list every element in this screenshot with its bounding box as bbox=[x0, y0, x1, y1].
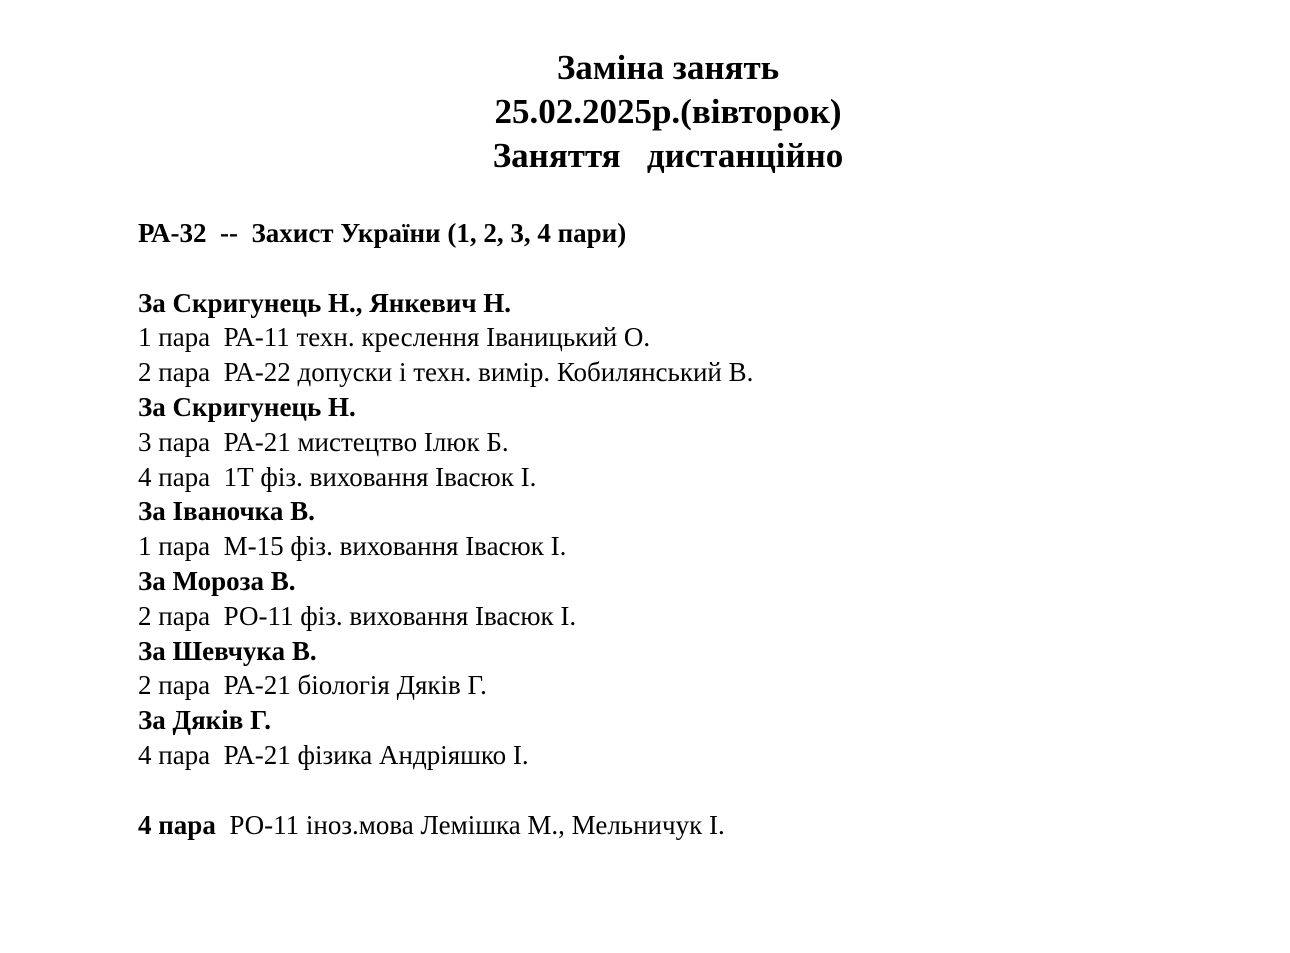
spacer bbox=[138, 773, 1238, 808]
substitution-heading: За Дяків Г. bbox=[138, 705, 271, 736]
final-note-prefix: 4 пара bbox=[138, 809, 216, 840]
substitution-line: 1 пара М-15 фіз. виховання Івасюк І. bbox=[138, 531, 567, 562]
substitution-heading: За Скригунець Н. bbox=[138, 391, 356, 422]
substitution-line: 2 пара РА-21 біологія Дяків Г. bbox=[138, 670, 487, 701]
title-line-1: Заміна занять bbox=[556, 48, 780, 87]
substitution-block bbox=[138, 634, 1238, 704]
substitution-heading: За Скригунець Н., Янкевич Н. bbox=[138, 287, 512, 318]
substitution-list bbox=[138, 216, 1238, 842]
final-note-text: РО-11 іноз.мова Лемішка М., Мельничук І. bbox=[215, 809, 725, 840]
substitution-line: 4 пара РА-21 фізика Андріяшко І. bbox=[138, 739, 529, 770]
substitution-line: 3 пара РА-21 мистецтво Ілюк Б. bbox=[138, 426, 509, 457]
substitution-line: 4 пара 1Т фіз. виховання Івасюк І. bbox=[138, 461, 537, 492]
substitution-block bbox=[138, 390, 1238, 494]
substitution-heading: За Мороза В. bbox=[138, 565, 296, 596]
substitution-line: 2 пара РА-22 допуски і техн. вимір. Кобилянський В. bbox=[138, 357, 754, 388]
spacer bbox=[138, 251, 1238, 286]
final-note bbox=[138, 808, 1238, 843]
title-line-mode: Заняття дистанційно bbox=[492, 136, 844, 175]
title-line-date: 25.02.2025р.(вівторок) bbox=[494, 92, 842, 131]
substitution-block bbox=[138, 494, 1238, 564]
substitution-line: 1 пара РА-11 техн. креслення Іваницький О. bbox=[138, 322, 651, 353]
document-title bbox=[0, 46, 1290, 178]
substitution-heading: За Шевчука В. bbox=[138, 635, 317, 666]
substitution-block bbox=[138, 286, 1238, 390]
substitution-heading: За Іваночка В. bbox=[138, 496, 315, 527]
group-note: РА-32 -- Захист України (1, 2, 3, 4 пари) bbox=[138, 218, 627, 248]
substitution-block bbox=[138, 703, 1238, 773]
substitution-block bbox=[138, 564, 1238, 634]
substitution-line: 2 пара РО-11 фіз. виховання Івасюк І. bbox=[138, 600, 577, 631]
